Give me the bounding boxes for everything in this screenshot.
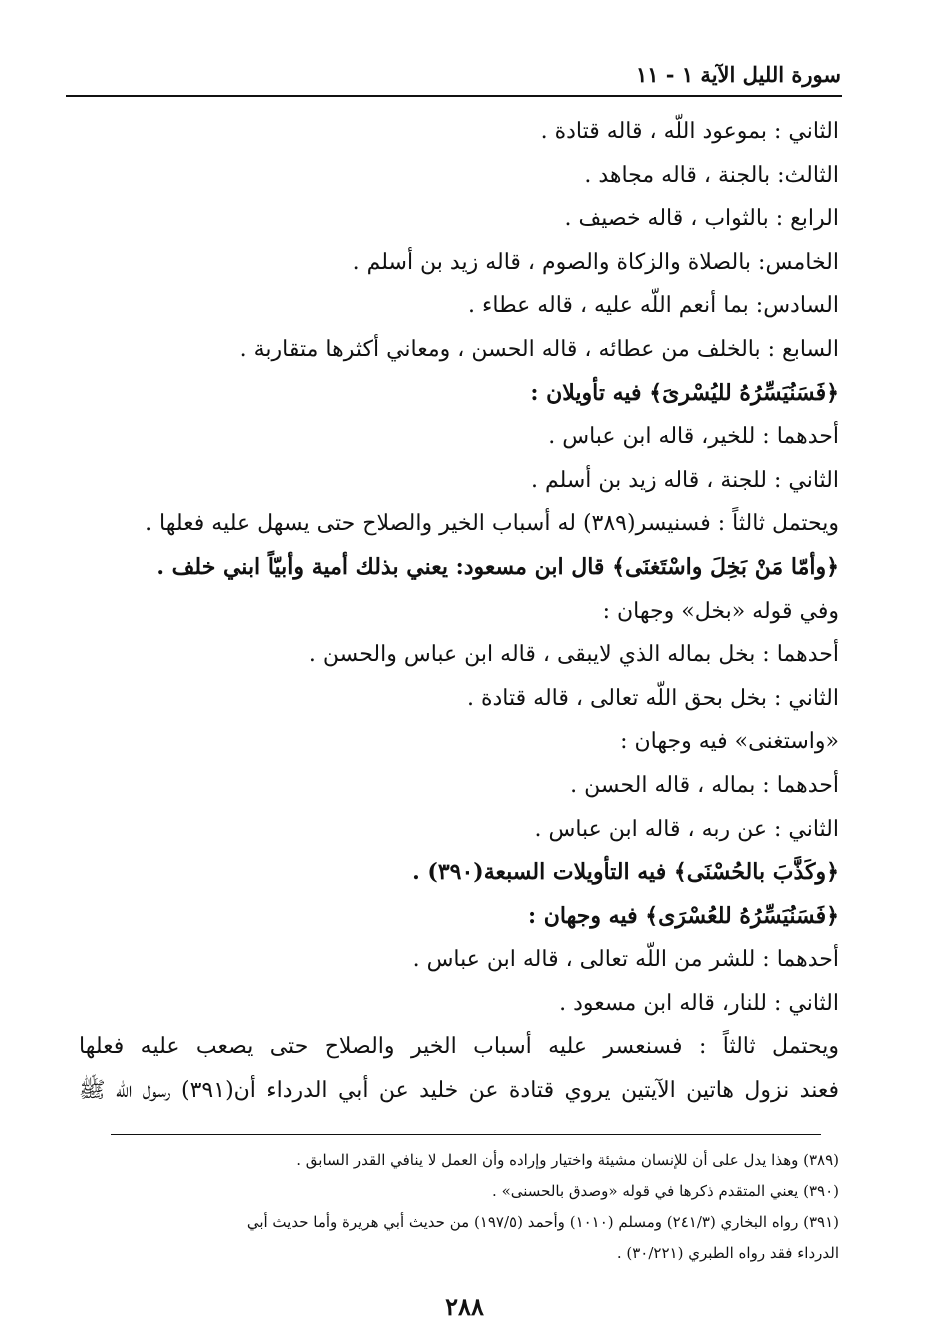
body-line: الثاني : بموعود اللّه ، قاله قتادة . xyxy=(540,119,839,144)
quran-verse-line: ﴿فَسَنُيَسِّرُهُ لليُسْرىَ﴾ فيه تأويلان : xyxy=(530,379,839,406)
body-line: الثالث: بالجنة ، قاله مجاهد . xyxy=(584,162,839,188)
body-line: الخامس: بالصلاة والزكاة والصوم ، قاله زيد بن أسلم . xyxy=(352,249,839,275)
footnotes xyxy=(84,1145,839,1269)
quran-verse-line: ﴿وكَذَّبَ بالحُسْنَى﴾ فيه التأويلات السبعة(٣٩٠) . xyxy=(412,859,839,886)
body-line: أحدهما : للشر من اللّه تعالى ، قاله ابن عباس . xyxy=(412,947,839,973)
body-line: أحدهما : للخير، قاله ابن عباس . xyxy=(548,424,839,450)
footnote-rule xyxy=(111,1134,821,1135)
footnote: (٣٩٠) يعني المتقدم ذكرها في قوله «وصدق بالحسنى» . xyxy=(492,1182,839,1200)
body-line: ويحتمل ثالثاً : فسنعسر عليه أسباب الخير والصلاح حتى يصعب عليه فعلها xyxy=(79,1034,839,1060)
page-number: ٢٨٨ xyxy=(445,1292,484,1321)
footnote-continuation: الدرداء فقد رواه الطبري (٣٠/٢٢١) . xyxy=(616,1244,839,1262)
body-line: الثاني : للجنة ، قاله زيد بن أسلم . xyxy=(530,467,839,493)
body-line: الثاني : بخل بحق اللّه تعالى ، قاله قتادة . xyxy=(467,685,839,711)
body-line: السابع : بالخلف من عطائه ، قاله الحسن ، ومعاني أكثرها متقاربة . xyxy=(239,336,839,362)
body-line: ويحتمل ثالثاً : فسنيسر(٣٨٩) له أسباب الخير والصلاح حتى يسهل عليه فعلها . xyxy=(145,511,839,537)
quran-verse-line: ﴿فَسَنُيَسِّرُهُ للعُسْرَى﴾ فيه وجهان : xyxy=(527,902,839,929)
body-text xyxy=(79,110,839,1113)
body-line: «واستغنى» فيه وجهان : xyxy=(620,729,839,755)
footnote: (٣٨٩) وهذا يدل على أن للإنسان مشيئة واختيار وإراده وأن العمل لا ينافي القدر السابق . xyxy=(296,1151,839,1169)
body-line: الرابع : بالثواب ، قاله خصيف . xyxy=(564,206,839,232)
body-line: الثاني : للنار، قاله ابن مسعود . xyxy=(559,990,839,1016)
quran-verse-line: ﴿وأمّا مَنْ بَخِلَ واسْتَغنَى﴾ قال ابن مسعود: يعني بذلك أمية وأبيّاً ابني خلف . xyxy=(156,553,839,580)
header-rule xyxy=(66,95,842,97)
body-line: فعند نزول هاتين الآيتين يروي قتادة عن خليد عن أبي الدرداء أن(٣٩١) رسول اللّه ﷺ xyxy=(79,1078,839,1104)
footnote: (٣٩١) رواه البخاري (٢٤١/٣) ومسلم (١٠١٠) وأحمد (١٩٧/٥) من حديث أبي هريرة وأما حديث أبي xyxy=(246,1213,839,1231)
body-line: الثاني : عن ربه ، قاله ابن عباس . xyxy=(534,816,839,842)
body-line: السادس: بما أنعم اللّه عليه ، قاله عطاء . xyxy=(468,293,839,319)
body-line: أحدهما : بخل بماله الذي لايبقى ، قاله ابن عباس والحسن . xyxy=(308,642,839,668)
running-header: سورة الليل الآية ١ - ١١ xyxy=(635,62,841,87)
body-line: وفي قوله «بخل» وجهان : xyxy=(602,598,839,624)
body-line: أحدهما : بماله ، قاله الحسن . xyxy=(570,772,839,798)
